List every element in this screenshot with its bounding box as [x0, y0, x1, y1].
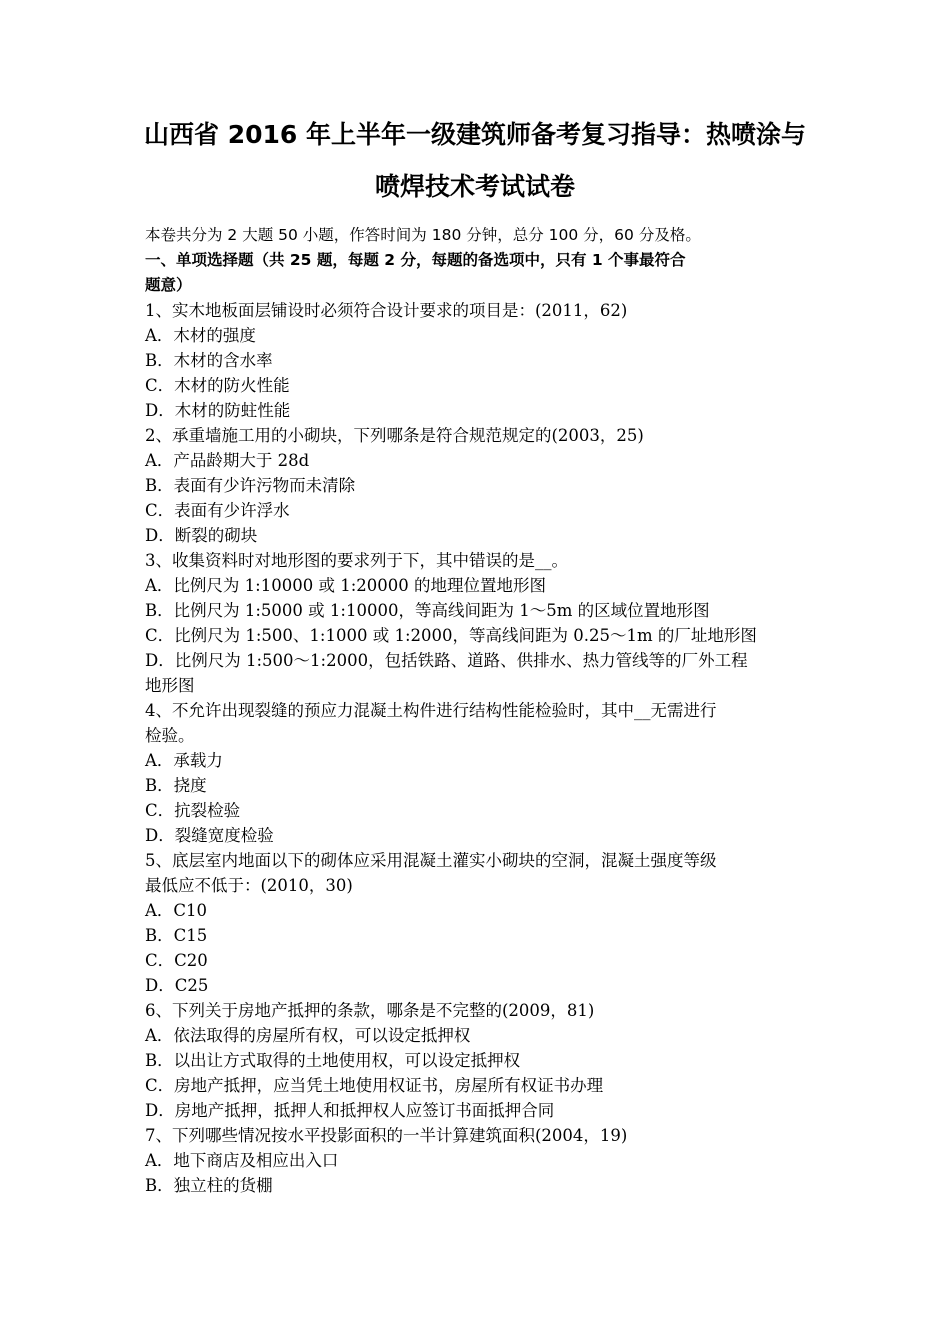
option-line: B．木材的含水率	[145, 351, 273, 370]
option-line: D．裂缝宽度检验	[145, 826, 274, 845]
option-line: B．C15	[145, 926, 208, 945]
option-line: C．抗裂检验	[145, 801, 241, 820]
option-line: A．依法取得的房屋所有权，可以设定抵押权	[145, 1026, 471, 1045]
exam-intro: 本卷共分为 2 大题 50 小题，作答时间为 180 分钟，总分 100 分，60 分及格。	[145, 226, 701, 244]
option-line: C．房地产抵押，应当凭土地使用权证书，房屋所有权证书办理	[145, 1076, 604, 1095]
option-line: B．独立柱的货棚	[145, 1176, 273, 1195]
option-line: B．比例尺为 1:5000 或 1:10000，等高线间距为 1～5m 的区域位置地形图	[145, 601, 710, 620]
question-7: 7、下列哪些情况按水平投影面积的一半计算建筑面积(2004，19)	[145, 1126, 628, 1145]
option-line: C．表面有少许浮水	[145, 501, 290, 520]
question-5-continuation: 最低应不低于：(2010，30)	[145, 876, 353, 895]
option-line: A．比例尺为 1:10000 或 1:20000 的地理位置地形图	[145, 576, 546, 595]
option-line: B．以出让方式取得的土地使用权，可以设定抵押权	[145, 1051, 521, 1070]
document-title-line-1: 山西省 2016 年上半年一级建筑师备考复习指导：热喷涂与	[144, 120, 806, 149]
option-line: A．地下商店及相应出入口	[145, 1151, 339, 1170]
option-line: D．C25	[145, 976, 209, 995]
section-heading-line-1: 一、单项选择题（共 25 题，每题 2 分，每题的备选项中，只有 1 个事最符合	[145, 251, 686, 269]
document-body	[145, 223, 825, 1198]
option-line: D．房地产抵押，抵押人和抵押权人应签订书面抵押合同	[145, 1101, 555, 1120]
option-line-continuation: 地形图	[145, 676, 195, 695]
question-1: 1、实木地板面层铺设时必须符合设计要求的项目是：(2011，62)	[145, 301, 628, 320]
question-4-continuation: 检验。	[145, 726, 195, 745]
option-line: A．承载力	[145, 751, 223, 770]
document-title-line-2: 喷焊技术考试试卷	[374, 172, 575, 201]
option-line: A．木材的强度	[145, 326, 256, 345]
question-5: 5、底层室内地面以下的砌体应采用混凝土灌实小砌块的空洞，混凝土强度等级	[145, 851, 717, 870]
question-4: 4、不允许出现裂缝的预应力混凝土构件进行结构性能检验时，其中__无需进行	[145, 701, 717, 720]
option-line: B．表面有少许污物而未清除	[145, 476, 356, 495]
option-line: B．挠度	[145, 776, 207, 795]
option-line: A．产品龄期大于 28d	[145, 451, 310, 470]
option-line: A．C10	[145, 901, 208, 920]
section-heading-line-2: 题意）	[145, 276, 192, 294]
question-3: 3、收集资料时对地形图的要求列于下，其中错误的是__。	[145, 551, 568, 570]
option-line: C．C20	[145, 951, 208, 970]
option-line: C．木材的防火性能	[145, 376, 290, 395]
option-line: C．比例尺为 1:500、1:1000 或 1:2000，等高线间距为 0.25～1m 的厂址地形图	[145, 626, 757, 645]
option-line: D．断裂的砌块	[145, 526, 258, 545]
option-line: D．比例尺为 1:500～1:2000，包括铁路、道路、供排水、热力管线等的厂外工程	[145, 651, 748, 670]
question-2: 2、承重墙施工用的小砌块，下列哪条是符合规范规定的(2003，25)	[145, 426, 644, 445]
option-line: D．木材的防蛀性能	[145, 401, 291, 420]
question-6: 6、下列关于房地产抵押的条款，哪条是不完整的(2009，81)	[145, 1001, 595, 1020]
